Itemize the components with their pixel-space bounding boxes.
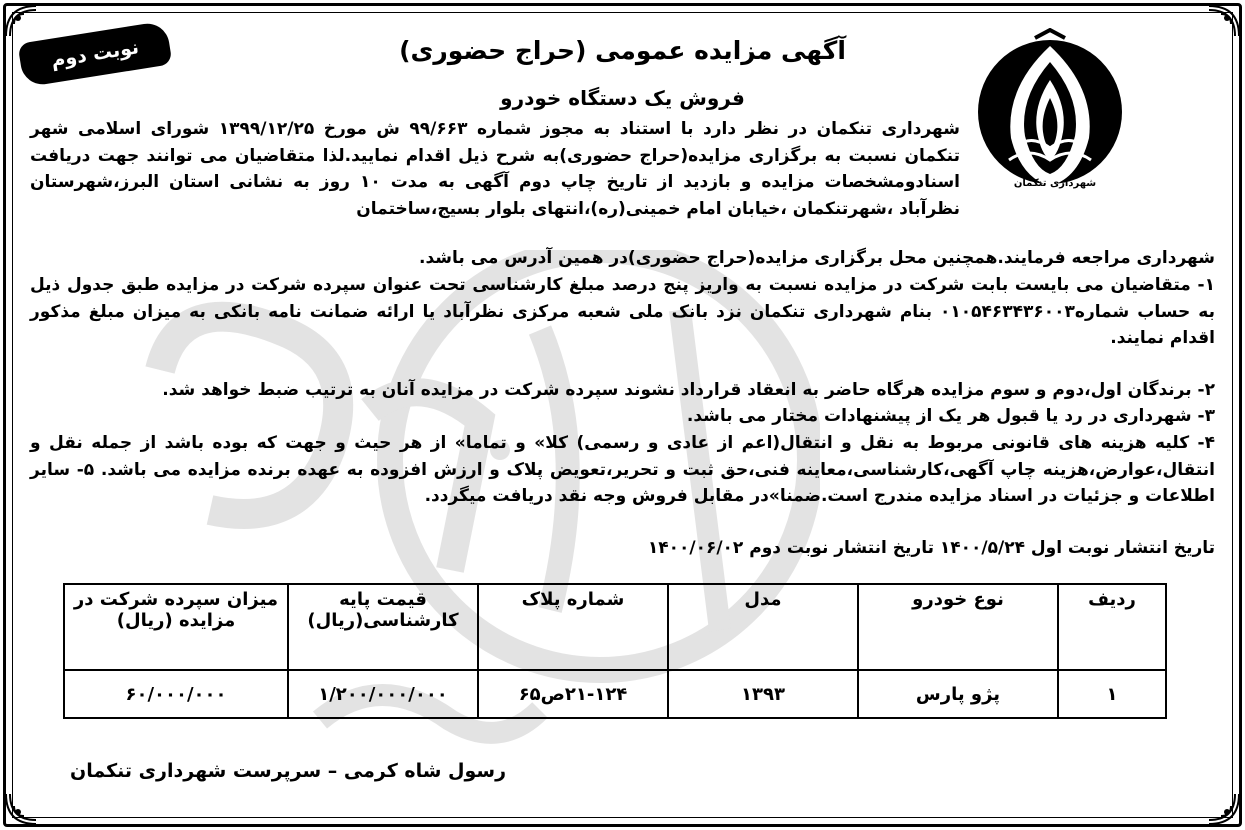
intro-paragraph: شهرداری تنکمان در نظر دارد با استناد به مجوز شماره ۹۹/۶۶۳ ش مورخ ۱۳۹۹/۱۲/۲۵ شورای اسلامی شهر تنکمان نسبت به برگزاری مزایده(حراج حضوری)به شرح ذیل اقدام نمایید.لذا متقاضیان می توانند جهت دریافت اسنادومشخصات مزایده و بازدید از تاریخ چاپ دوم آگهی به مدت ۱۰ روز به نشانی استان البرز،شهرستان نظرآباد ،شهرتنکمان ،خیابان امام خمینی(ره)،انتهای بلوار بسیج،ساختمان [30, 119, 960, 219]
cell-plate-number: ۲۱-۱۲۴ص۶۵ [478, 670, 668, 718]
header-base-price: قیمت پایه کارشناسی(ریال) [288, 584, 478, 670]
clause-2: ۲- برندگان اول،دوم و سوم مزایده هرگاه حاضر به انعقاد قرارداد نشوند سپرده شرکت در مزایده آنان به ترتیب ضبط خواهد شد. [162, 380, 1215, 400]
clause-1: ۱- متقاضیان می بایست بابت شرکت در مزایده نسبت به واریز پنج درصد مبلغ کارشناسی تحت عنوان سپرده شرکت در مزایده طبق جدول ذیل به حساب شماره۰۱۰۵۴۶۳۴۳۶۰۰۳ بنام شهرداری تنکمان نزد بانک ملی شعبه مرکزی نظرآباد یا ارائه ضمانت نامه بانکی به میزان مبلغ مذکور اقدام نمایند. [30, 275, 1215, 348]
notice-title: آگهی مزایده عمومی (حراج حضوری) [399, 36, 846, 65]
header-plate-number: شماره پلاک [478, 584, 668, 670]
cell-deposit: ۶۰/۰۰۰/۰۰۰ [64, 670, 288, 718]
header-row-number: ردیف [1058, 584, 1166, 670]
clause-3: ۳- شهرداری در رد یا قبول هر یک از پیشنهادات مختار می باشد. [686, 406, 1215, 426]
cell-vehicle-type: پژو پارس [858, 670, 1058, 718]
header-deposit: میزان سپرده شرکت در مزایده (ریال) [64, 584, 288, 670]
publication-dates: تاریخ انتشار نوبت اول ۱۴۰۰/۵/۲۴ تاریخ انتشار نوبت دوم ۱۴۰۰/۰۶/۰۲ [647, 538, 1215, 558]
second-round-badge: نوبت دوم [17, 21, 172, 88]
signature-line: رسول شاه کرمی – سرپرست شهرداری تنکمان [70, 760, 507, 782]
cell-row-number: ۱ [1058, 670, 1166, 718]
header-model: مدل [668, 584, 858, 670]
notice-subtitle: فروش یک دستگاه خودرو [500, 86, 745, 110]
vehicle-table [63, 583, 1167, 719]
cell-model: ۱۳۹۳ [668, 670, 858, 718]
corner-ornament-icon [1207, 792, 1241, 826]
clause-4-5: ۴- کلیه هزینه های قانونی مربوط به نقل و انتقال(اعم از عادی و رسمی) کلا» و تماما» از هر حیث و جهت که بوده باشد از جمله نقل و انتقال،عوارض،هزینه چاپ آگهی،کارشناسی،معاینه فنی،حق ثبت و تحریر،تعویض پلاک و ارزش افزوده به عهده برنده مزایده می باشد. ۵- سایر اطلاعات و جزئیات در اسناد مزایده مندرج است.ضمنا»در مقابل فروش وجه نقد دریافت میگردد. [30, 433, 1215, 506]
cell-base-price: ۱/۲۰۰/۰۰۰/۰۰۰ [288, 670, 478, 718]
table-row [64, 670, 1166, 718]
header-vehicle-type: نوع خودرو [858, 584, 1058, 670]
logo-caption: شهرداری تنکمان [1013, 178, 1097, 189]
corner-ornament-icon [4, 792, 38, 826]
corner-ornament-icon [4, 4, 38, 38]
intro-paragraph-end: شهرداری مراجعه فرمایند.همچنین محل برگزاری مزایده(حراج حضوری)در همین آدرس می باشد. [419, 248, 1215, 268]
corner-ornament-icon [1207, 4, 1241, 38]
table-header-row [64, 584, 1166, 670]
